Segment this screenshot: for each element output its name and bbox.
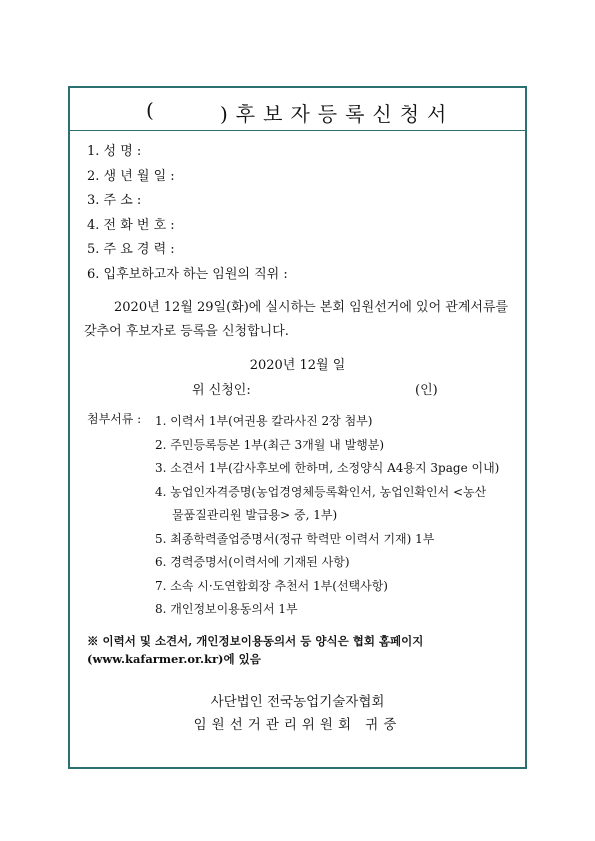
list-item-text: 1. 이력서 1부(여권용 칼라사진 2장 첨부) <box>155 414 373 428</box>
list-item <box>155 551 525 575</box>
list-item-text: 8. 개인정보이용동의서 1부 <box>155 602 298 616</box>
list-item-text: 5. 최종학력졸업증명서(정규 학력만 이력서 기재) 1부 <box>155 531 435 546</box>
list-item <box>155 457 525 481</box>
list-item-text: 6. 경력증명서(이력서에 기재된 사항) <box>155 555 350 569</box>
field-label: 3. 주 소 : <box>87 193 142 208</box>
title-text: )후보자등록신청서 <box>220 102 455 126</box>
field-career <box>87 238 288 263</box>
field-label: 1. 성 명 : <box>87 144 142 159</box>
attachments-list <box>155 410 525 622</box>
field-label: 2. 생 년 월 일 : <box>87 168 175 184</box>
application-date: 2020년 12월 일 <box>249 358 346 373</box>
field-birthdate <box>87 165 288 190</box>
list-item <box>155 481 525 528</box>
title-paren-left: ( <box>146 98 162 122</box>
applicant-signature-line <box>192 379 438 398</box>
list-item <box>155 598 525 622</box>
attachments-header: 첨부서류 : <box>87 412 142 426</box>
field-label: 6. 입후보하고자 하는 임원의 직위 : <box>87 266 288 282</box>
committee-name: 임원선거관리위원회 귀중 <box>193 717 402 733</box>
list-item <box>155 575 525 599</box>
list-item <box>155 410 525 434</box>
application-statement: 2020년 12월 29일(화)에 실시하는 본회 임원선거에 있어 관계서류를 갖추어 후보자로 등록을 신청합니다. <box>84 300 509 339</box>
organization-name: 사단법인 전국농업기술자협회 <box>210 694 385 710</box>
applicant-fields <box>87 140 288 287</box>
field-address <box>87 189 288 214</box>
list-item-text: 7. 소속 시·도연합회장 추천서 1부(선택사항) <box>155 578 388 593</box>
list-item-continuation: 물품질관리원 발급용> 중, 1부) <box>172 508 338 522</box>
list-item-text: 4. 농업인자격증명(농업경영체등록확인서, 농업인확인서 <농산 <box>155 484 487 499</box>
field-position <box>87 263 288 288</box>
field-label: 5. 주 요 경 력 : <box>87 242 175 257</box>
seal-mark: (인) <box>415 383 438 398</box>
title-divider <box>70 130 525 131</box>
field-name <box>87 140 288 165</box>
list-item-text: 2. 주민등록등본 1부(최근 3개월 내 발행분) <box>155 437 385 452</box>
form-title <box>70 98 525 130</box>
list-item-text: 3. 소견서 1부(감사후보에 한하며, 소정양식 A4용지 3page 이내) <box>155 461 500 475</box>
list-item <box>155 434 525 458</box>
field-label: 4. 전 화 번 호 : <box>87 217 175 233</box>
field-phone <box>87 214 288 239</box>
form-note: ※ 이력서 및 소견서, 개인정보이용동의서 등 양식은 협회 홈페이지 (www.kafarmer.or.kr)에 있음 <box>87 634 424 666</box>
applicant-label: 위 신청인: <box>192 383 251 398</box>
list-item <box>155 528 525 552</box>
form-frame <box>68 86 527 769</box>
